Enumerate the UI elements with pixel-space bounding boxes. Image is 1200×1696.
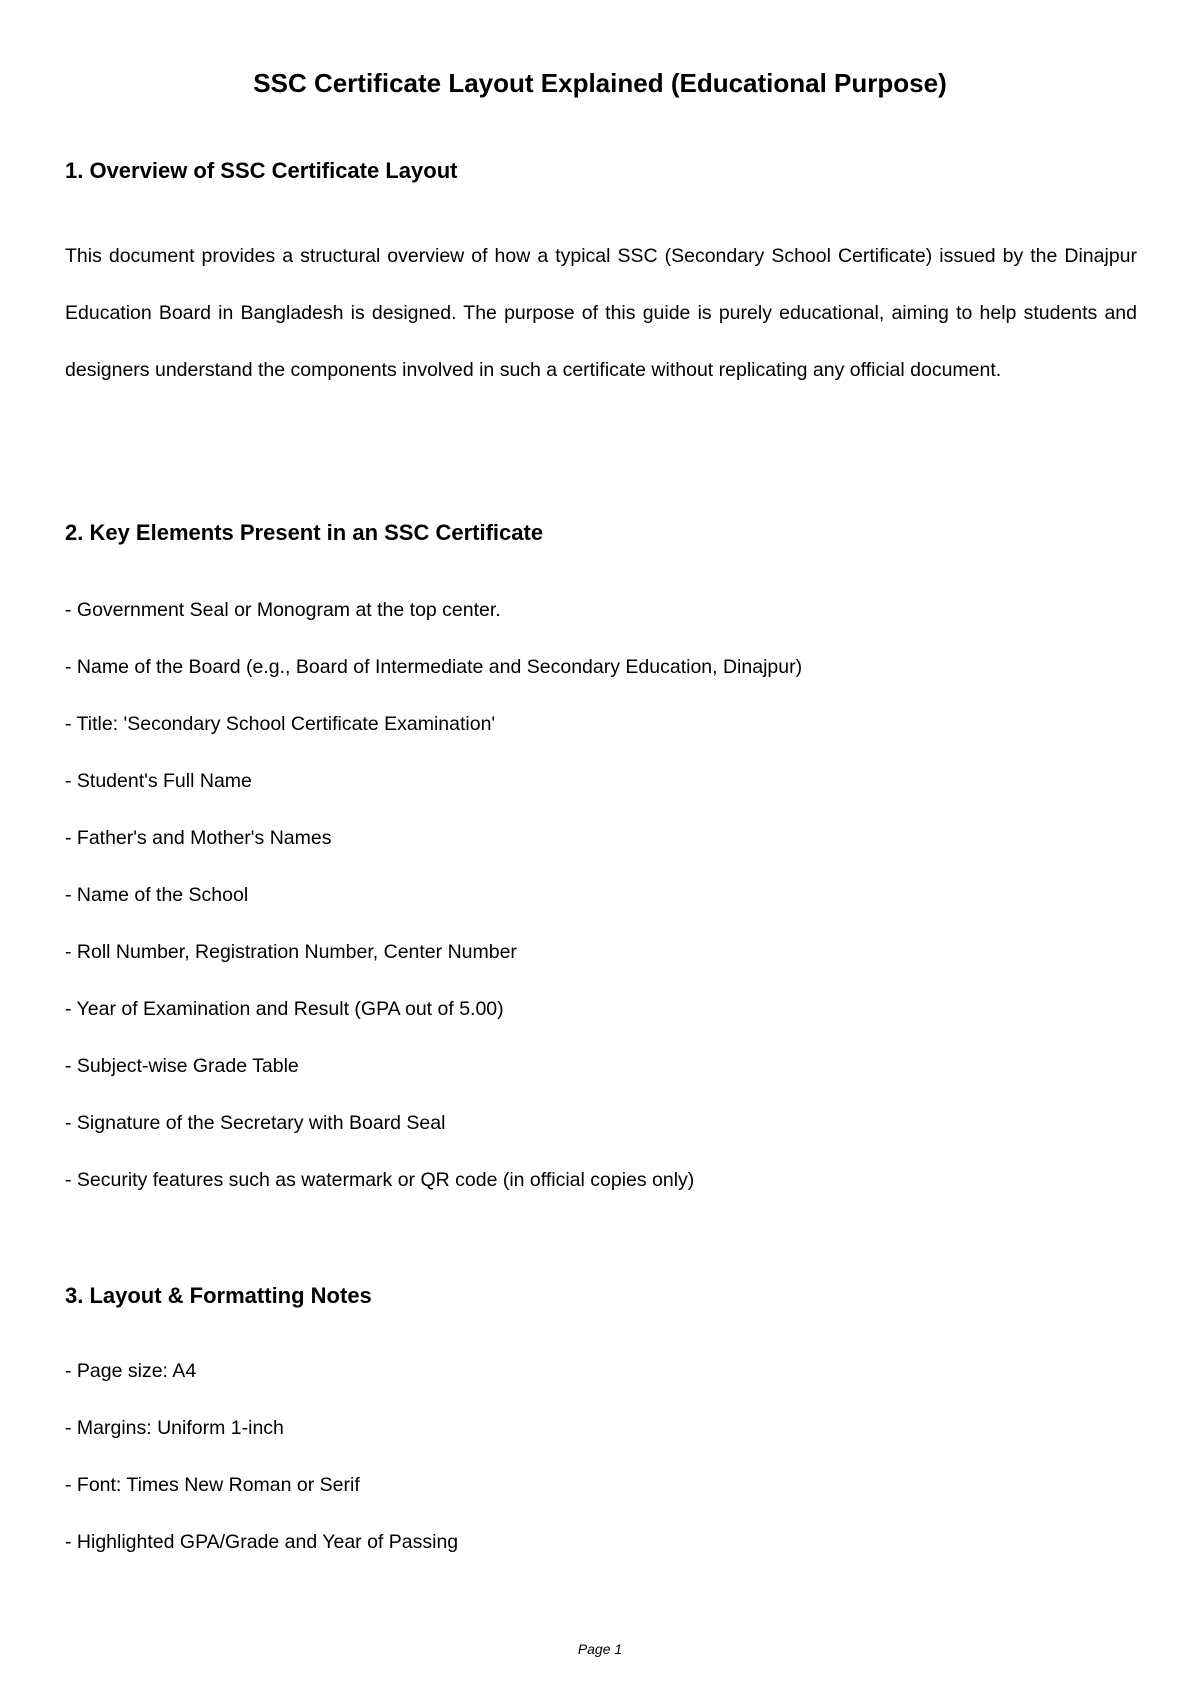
- page-number: Page 1: [577, 1641, 623, 1657]
- list-item: - Student's Full Name: [65, 770, 252, 792]
- list-item: - Title: 'Secondary School Certificate Examination': [65, 713, 496, 735]
- list-item: - Signature of the Secretary with Board Seal: [65, 1112, 446, 1134]
- list-item: - Margins: Uniform 1-inch: [65, 1417, 284, 1439]
- list-item: - Roll Number, Registration Number, Center Number: [65, 941, 517, 963]
- section-heading-layout-notes: 3. Layout & Formatting Notes: [65, 1283, 372, 1308]
- list-item: - Subject-wise Grade Table: [65, 1055, 299, 1077]
- document-title: SSC Certificate Layout Explained (Educational Purpose): [253, 68, 947, 98]
- list-item: - Security features such as watermark or QR code (in official copies only): [65, 1169, 695, 1191]
- list-item: - Font: Times New Roman or Serif: [65, 1474, 360, 1496]
- list-item: - Government Seal or Monogram at the top center.: [65, 599, 501, 621]
- list-item: - Year of Examination and Result (GPA out of 5.00): [65, 998, 504, 1020]
- section-heading-overview: 1. Overview of SSC Certificate Layout: [65, 158, 458, 183]
- list-item: - Page size: A4: [65, 1360, 197, 1382]
- list-item: - Father's and Mother's Names: [65, 827, 332, 849]
- section-heading-key-elements: 2. Key Elements Present in an SSC Certificate: [65, 520, 544, 545]
- overview-paragraph: This document provides a structural overview of how a typical SSC (Secondary School Certificate) issued by the Dinajpur Education Board in Bangladesh is designed. The purpose of this guide is purely educational, aiming to help students and designers understand the components involved in such a certificate without replicating any official document.: [65, 245, 1137, 381]
- list-item: - Highlighted GPA/Grade and Year of Passing: [65, 1531, 459, 1553]
- list-item: - Name of the School: [65, 884, 249, 906]
- list-item: - Name of the Board (e.g., Board of Intermediate and Secondary Education, Dinajpur): [65, 656, 803, 678]
